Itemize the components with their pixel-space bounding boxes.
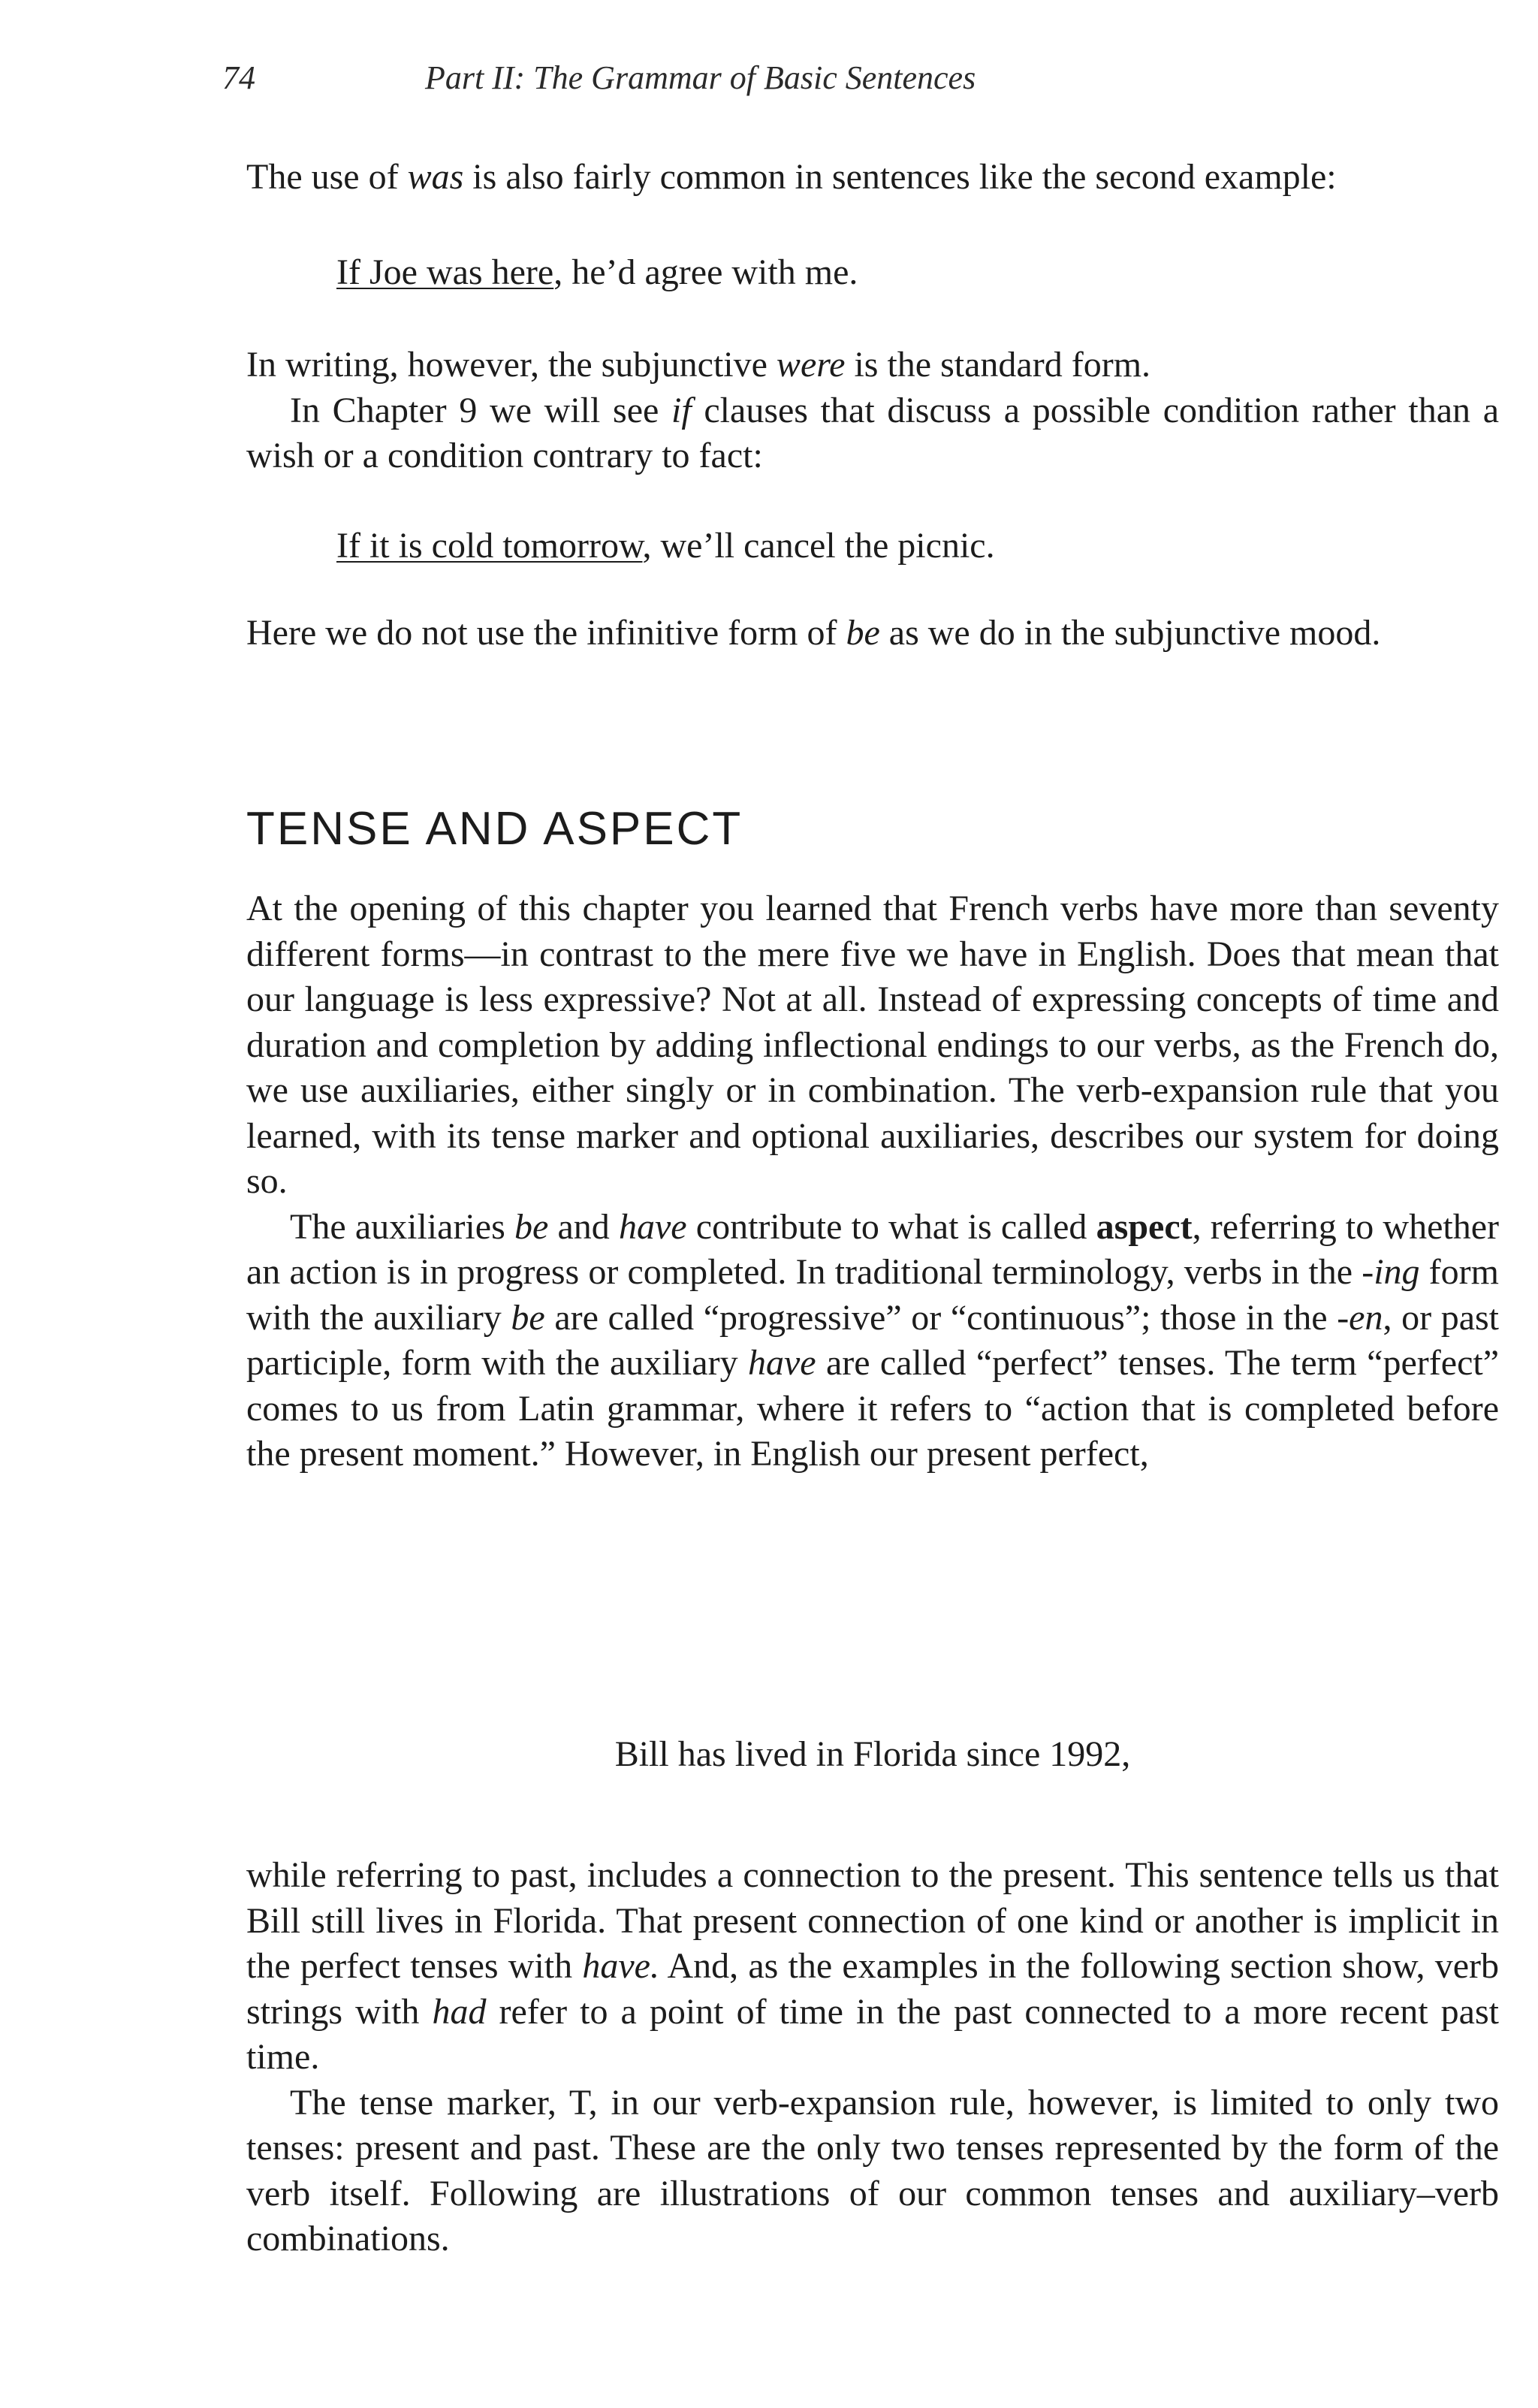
- running-header: [222, 59, 976, 97]
- body-paragraph: The tense marker, T, in our verb-expansion rule, however, is limited to only two tenses: present and past. These are the only two tenses represented by the form of the verb itself. Following are illustrations of our common tenses and auxiliary–verb combinations.: [246, 2082, 1499, 2259]
- italic-term: was: [407, 157, 464, 197]
- text-run: is also fairly common in sentences like the second example:: [463, 157, 1337, 197]
- example-sentence-3: Bill has lived in Florida since 1992,: [614, 1734, 1131, 1774]
- underlined-clause: If it is cold tomorrow: [336, 526, 643, 566]
- italic-term: if: [671, 390, 692, 430]
- body-paragraph: At the opening of this chapter you learned that French verbs have more than seventy different forms—in contrast to the mere five we have in English. Does that mean that our language is less expressive? Not at all. Instead of expressing concepts of time and duration and completion by adding inflectional endings to our verbs, as the French do, we use auxiliaries, either singly or in combination. The verb-expansion rule that you learned, with its tense marker and optional auxiliaries, describes our system for doing so.: [246, 889, 1499, 1201]
- running-title: Part II: The Grammar of Basic Sentences: [425, 59, 976, 96]
- text-run: is the standard form.: [845, 345, 1151, 385]
- example-sentence-2: [336, 524, 995, 569]
- example-sentence-1: [336, 250, 858, 295]
- paragraph-4: [246, 611, 1499, 656]
- text-run: In writing, however, the subjunctive: [246, 345, 777, 385]
- paragraph-2-3: [246, 342, 1499, 479]
- paragraph-5-6: [246, 886, 1499, 1477]
- italic-term: be: [846, 613, 880, 653]
- text-run: as we do in the subjunctive mood.: [879, 613, 1381, 653]
- text-run: , he’d agree with me.: [553, 252, 858, 292]
- text-run: In Chapter 9 we will see: [290, 390, 672, 430]
- text-run: Here we do not use the infinitive form of: [246, 613, 846, 653]
- underlined-clause: If Joe was here: [336, 252, 554, 292]
- page-number: 74: [222, 59, 255, 96]
- text-run: , we’ll cancel the picnic.: [642, 526, 995, 566]
- bold-term: aspect: [1096, 1206, 1193, 1247]
- paragraph-1: [246, 155, 1499, 201]
- body-paragraph: The auxiliaries be and have contribute to what is called aspect, referring to whether an action is in progress or completed. In traditional terminology, verbs in the -ing form with the auxiliary be are called “progressive” or “continuous”; those in the -en, or past participle, form with the auxiliary have are called “perfect” tenses. The term “perfect” comes to us from Latin grammar, where it refers to “action that is completed before the present moment.” However, in English our present perfect,: [246, 1206, 1500, 1474]
- paragraph-7-8: [246, 1853, 1499, 2262]
- italic-term: were: [776, 345, 846, 385]
- section-heading: TENSE AND ASPECT: [246, 803, 743, 855]
- text-run: The use of: [246, 157, 408, 197]
- body-paragraph: while referring to past, includes a connection to the present. This sentence tells us that Bill still lives in Florida. That present connection of one kind or another is implicit in the perfect tenses with have. And, as the examples in the following section show, verb strings with had refer to a point of time in the past connected to a more recent past time.: [246, 1855, 1500, 2077]
- text-run: clauses that discuss a possible condition rather than a wish or a condition contrary to fact:: [246, 390, 1499, 475]
